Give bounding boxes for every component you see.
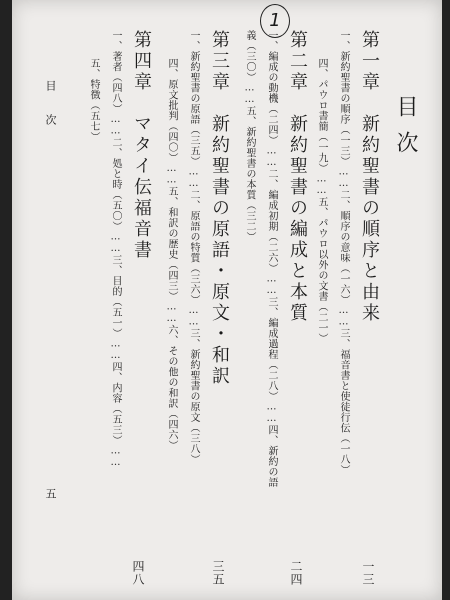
page-number: 五 [44, 488, 57, 499]
chapter-3-entry-1: 一、新約聖書の原語（三五）……二、原語の特質（三六）……三、新約聖書の原文（三八） [188, 30, 199, 465]
chapter-3-entry-2: 四、原文批判（四〇）……五、和訳の歴史（四三）……六、その他の和訳（四六） [166, 58, 177, 451]
chapter-4-page: 四八 [131, 560, 145, 586]
chapter-1-entry-2: 四、パウロ書簡（一九）……五、パウロ以外の文書（二一） [316, 58, 327, 344]
chapter-4-title: 第四章 マタイ伝福音書 [131, 30, 152, 261]
chapter-4-entry-2: 五、特徴（五七） [88, 58, 99, 142]
chapter-1-title: 第一章 新約聖書の順序と由来 [359, 30, 380, 324]
chapter-3-title: 第三章 新約聖書の原語・原文・和訳 [209, 30, 230, 387]
book-page [12, 0, 442, 600]
chapter-2-title: 第二章 新約聖書の編成と本質 [287, 30, 308, 324]
chapter-1-entry-1: 一、新約聖書の順序（一三）……二、順序の意味（一六）……三、福音書と使徒行伝（一八） [338, 30, 349, 475]
running-head: 目 次 [44, 80, 57, 131]
chapter-2-entry-1: 一、編成の動機（二四）……二、編成初期（二六）……三、編成過程（二八）……四、新約の語 [266, 30, 277, 488]
chapter-3-page: 三五 [211, 560, 225, 586]
handwritten-page-mark: 1 [260, 4, 290, 38]
chapter-1-page: 一三 [361, 560, 375, 586]
chapter-2-page: 二四 [289, 560, 303, 586]
page-title: 目次 [393, 95, 418, 167]
chapter-2-entry-2: 義（三〇）……五、新約聖書の本質（三二） [244, 30, 255, 242]
chapter-4-entry-1: 一、著者（四八）……二、処と時（五〇）……三、目的（五一）……四、内容（五三）…… [110, 30, 121, 469]
